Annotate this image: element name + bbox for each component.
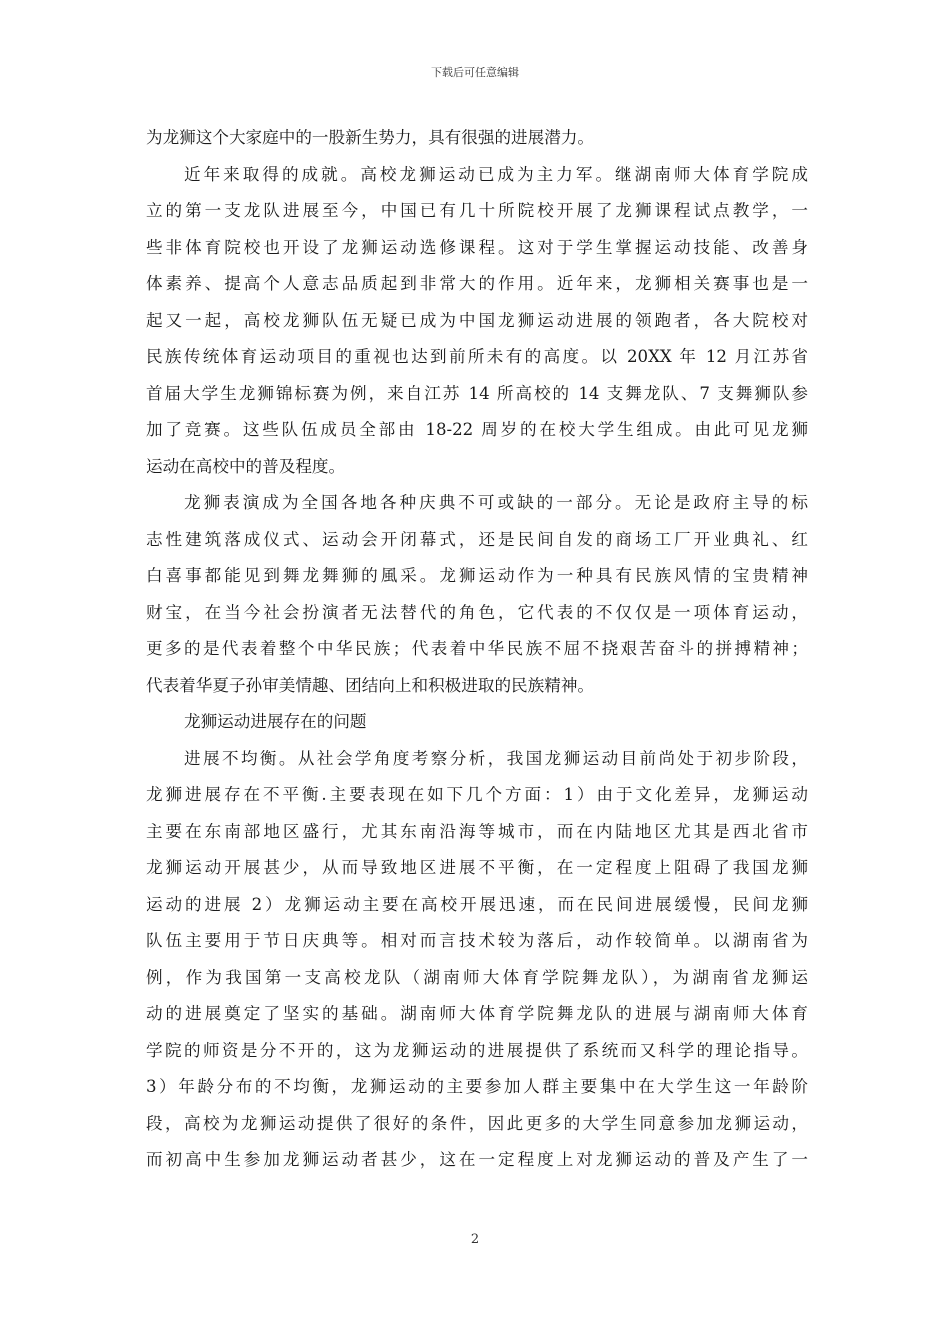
page-number: 2: [470, 1232, 480, 1247]
text-line: 龙狮运动开展甚少，从而导致地区进展不平衡，在一定程度上阻碍了我国龙狮: [146, 858, 808, 877]
document-body: [146, 120, 808, 1179]
text-line: 运动的进展 2）龙狮运动主要在高校开展迅速，而在民间进展缓慢，民间龙狮: [146, 894, 808, 914]
text-line: 而初高中生参加龙狮运动者甚少，这在一定程度上对龙狮运动的普及产生了一: [146, 1150, 808, 1169]
text-line: 民族传统体育运动项目的重视也达到前所未有的高度。以 20XX 年 12 月江苏省: [146, 347, 808, 366]
text-line: 体素养、提高个人意志品质起到非常大的作用。近年来，龙狮相关赛事也是一: [146, 274, 808, 293]
text-line: 动的进展奠定了坚实的基础。湖南师大体育学院舞龙队的进展与湖南师大体育: [146, 1004, 808, 1023]
text-line: 立的第一支龙队进展至今，中国已有几十所院校开展了龙狮课程试点教学，一: [146, 201, 808, 220]
text-line: 主要在东南部地区盛行，尤其东南沿海等城市，而在内陆地区尤其是西北省市: [146, 821, 808, 841]
text-line: 运动在高校中的普及程度。: [146, 456, 346, 476]
text-line: 近年来取得的成就。高校龙狮运动已成为主力军。继湖南师大体育学院成: [184, 164, 808, 184]
text-line: 首届大学生龙狮锦标赛为例，来自江苏 14 所高校的 14 支舞龙队、7 支舞狮队参: [146, 383, 808, 403]
text-line: 段，高校为龙狮运动提供了很好的条件，因此更多的大学生同意参加龙狮运动，: [146, 1113, 808, 1133]
text-line: 进展不均衡。从社会学角度考察分析，我国龙狮运动目前尚处于初步阶段，: [184, 748, 808, 768]
text-line: 财宝，在当今社会扮演者无法替代的角色，它代表的不仅仅是一项体育运动，: [146, 602, 808, 622]
page-header: 下载后可任意编辑: [431, 66, 519, 79]
text-line: 为龙狮这个大家庭中的一股新生势力，具有很强的进展潜力。: [146, 128, 595, 147]
text-line: 更多的是代表着整个中华民族；代表着中华民族不屈不挠艰苦奋斗的拼搏精神；: [146, 639, 808, 658]
text-line: 学院的师资是分不开的，这为龙狮运动的进展提供了系统而又科学的理论指导。: [146, 1040, 808, 1060]
text-line: 3）年龄分布的不均衡，龙狮运动的主要参加人群主要集中在大学生这一年龄阶: [146, 1077, 808, 1096]
text-line: 龙狮进展存在不平衡.主要表现在如下几个方面：1）由于文化差异，龙狮运动: [146, 785, 808, 804]
section-heading: 龙狮运动进展存在的问题: [184, 712, 367, 731]
text-line: 龙狮表演成为全国各地各种庆典不可或缺的一部分。无论是政府主导的标: [184, 493, 808, 512]
text-line: 队伍主要用于节日庆典等。相对而言技术较为落后，动作较简单。以湖南省为: [146, 931, 808, 950]
text-line: 志性建筑落成仪式、运动会开闭幕式，还是民间自发的商场工厂开业典礼、红: [146, 529, 808, 549]
text-line: 白喜事都能见到舞龙舞狮的風采。龙狮运动作为一种具有民族风情的宝贵精神: [146, 566, 808, 585]
text-line: 代表着华夏子孙审美情趣、团结向上和积极进取的民族精神。: [146, 675, 595, 695]
text-line: 些非体育院校也开设了龙狮运动选修课程。这对于学生掌握运动技能、改善身: [146, 237, 808, 257]
text-line: 加了竞赛。这些队伍成员全部由 18-22 周岁的在校大学生组成。由此可见龙狮: [146, 420, 808, 439]
text-line: 起又一起，高校龙狮队伍无疑已成为中国龙狮运动进展的领跑者，各大院校对: [146, 310, 808, 330]
text-line: 例，作为我国第一支高校龙队（湖南师大体育学院舞龙队），为湖南省龙狮运: [146, 967, 808, 987]
